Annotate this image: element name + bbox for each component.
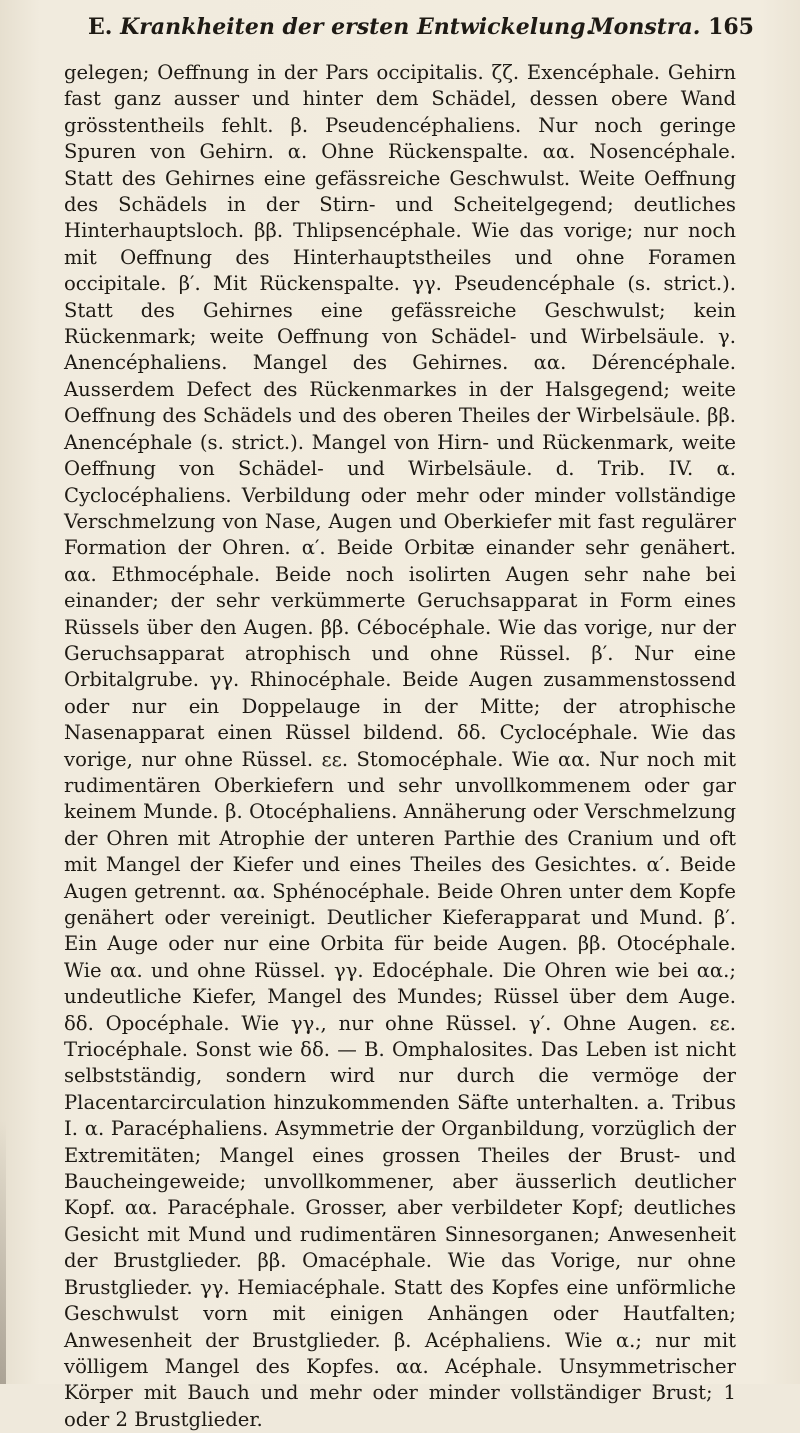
title-monstra: Monstra. (589, 14, 701, 40)
title-der: der (282, 14, 324, 40)
page-edge-shadow (0, 1120, 6, 1384)
body-text (64, 60, 736, 1433)
title-krankheiten: Krankheiten (120, 14, 275, 40)
header-right (589, 14, 754, 40)
title-ersten-entwickelung: ersten Entwickelung. (331, 14, 594, 40)
running-header (88, 14, 754, 54)
running-title (88, 14, 593, 40)
page-number: 165 (708, 14, 754, 40)
section-letter: E. (88, 14, 113, 40)
body-paragraph: gelegen; Oeffnung in der Pars occipitalis. ζζ. Exencéphale. Gehirn fast ganz ausser und hinter dem Schädel, dessen obere Wand grösstentheils fehlt. β. Pseudencéphaliens. Nur noch geringe Spuren von Gehirn. α. Ohne Rückenspalte. αα. Nosencéphale. Statt des Gehirnes eine gefässreiche Geschwulst. Weite Oeffnung des Schädels in der Stirn- und Scheitelgegend; deutliches Hinterhauptsloch. ββ. Thlipsencéphale. Wie das vorige; nur noch mit Oeffnung des Hinterhauptstheiles und ohne Foramen occipitale. β′. Mit Rückenspalte. γγ. Pseudencéphale (s. strict.). Statt des Gehirnes eine gefässreiche Geschwulst; kein Rückenmark; weite Oeffnung von Schädel- und Wirbelsäule. γ. Anencéphaliens. Mangel des Gehirnes. αα. Dérencéphale. Ausserdem Defect des Rückenmarkes in der Halsgegend; weite Oeffnung des Schädels und des oberen Theiles der Wirbelsäule. ββ. Anencéphale (s. strict.). Mangel von Hirn- und Rückenmark, weite Oeffnung von Schädel- und Wirbelsäule. d. Trib. IV. α. Cyclocéphaliens. Verbildung oder mehr oder minder vollständige Verschmelzung von Nase, Augen und Oberkiefer mit fast regulärer Formation der Ohren. α′. Beide Orbitæ einander sehr genähert. αα. Ethmocéphale. Beide noch isolirten Augen sehr nahe bei einander; der sehr verkümmerte Geruchsapparat in Form eines Rüssels über den Augen. ββ. Cébocéphale. Wie das vorige, nur der Geruchsapparat atrophisch und ohne Rüssel. β′. Nur eine Orbitalgrube. γγ. Rhinocéphale. Beide Augen zusammenstossend oder nur ein Doppelauge in der Mitte; der atrophische Nasenapparat einen Rüssel bildend. δδ. Cyclocéphale. Wie das vorige, nur ohne Rüssel. εε. Stomocéphale. Wie αα. Nur noch mit rudimentären Oberkiefern und sehr unvollkommenem oder gar keinem Munde. β. Otocéphaliens. Annäherung oder Verschmelzung der Ohren mit Atrophie der unteren Parthie des Cranium und oft mit Mangel der Kiefer und eines Theiles des Gesichtes. α′. Beide Augen getrennt. αα. Sphénocéphale. Beide Ohren unter dem Kopfe genähert oder vereinigt. Deutlicher Kieferapparat und Mund. β′. Ein Auge oder nur eine Orbita für beide Augen. ββ. Otocéphale. Wie αα. und ohne Rüssel. γγ. Edocéphale. Die Ohren wie bei αα.; undeutliche Kiefer, Mangel des Mundes; Rüssel über dem Auge. δδ. Opocéphale. Wie γγ., nur ohne Rüssel. γ′. Ohne Augen. εε. Triocéphale. Sonst wie δδ. — B. Omphalosites. Das Leben ist nicht selbstständig, sondern wird nur durch die vermöge der Placentarcirculation hinzukommenden Säfte unterhalten. a. Tribus I. α. Paracéphaliens. Asymmetrie der Organbildung, vorzüglich der Extremitäten; Mangel eines grossen Theiles der Brust- und Baucheingeweide; unvollkommener, aber äusserlich deutlicher Kopf. αα. Paracéphale. Grosser, aber verbildeter Kopf; deutliches Gesicht mit Mund und rudimentären Sinnesorganen; Anwesenheit der Brustglieder. ββ. Omacéphale. Wie das Vorige, nur ohne Brustglieder. γγ. Hemiacéphale. Statt des Kopfes eine unförmliche Geschwulst vorn mit einigen Anhängen oder Hautfalten; Anwesenheit der Brustglieder. β. Acéphaliens. Wie α.; nur mit völligem Mangel des Kopfes. αα. Acéphale. Unsymmetrischer Körper mit Bauch und mehr oder minder vollständiger Brust; 1 oder 2 Brustglieder. (64, 61, 736, 1431)
